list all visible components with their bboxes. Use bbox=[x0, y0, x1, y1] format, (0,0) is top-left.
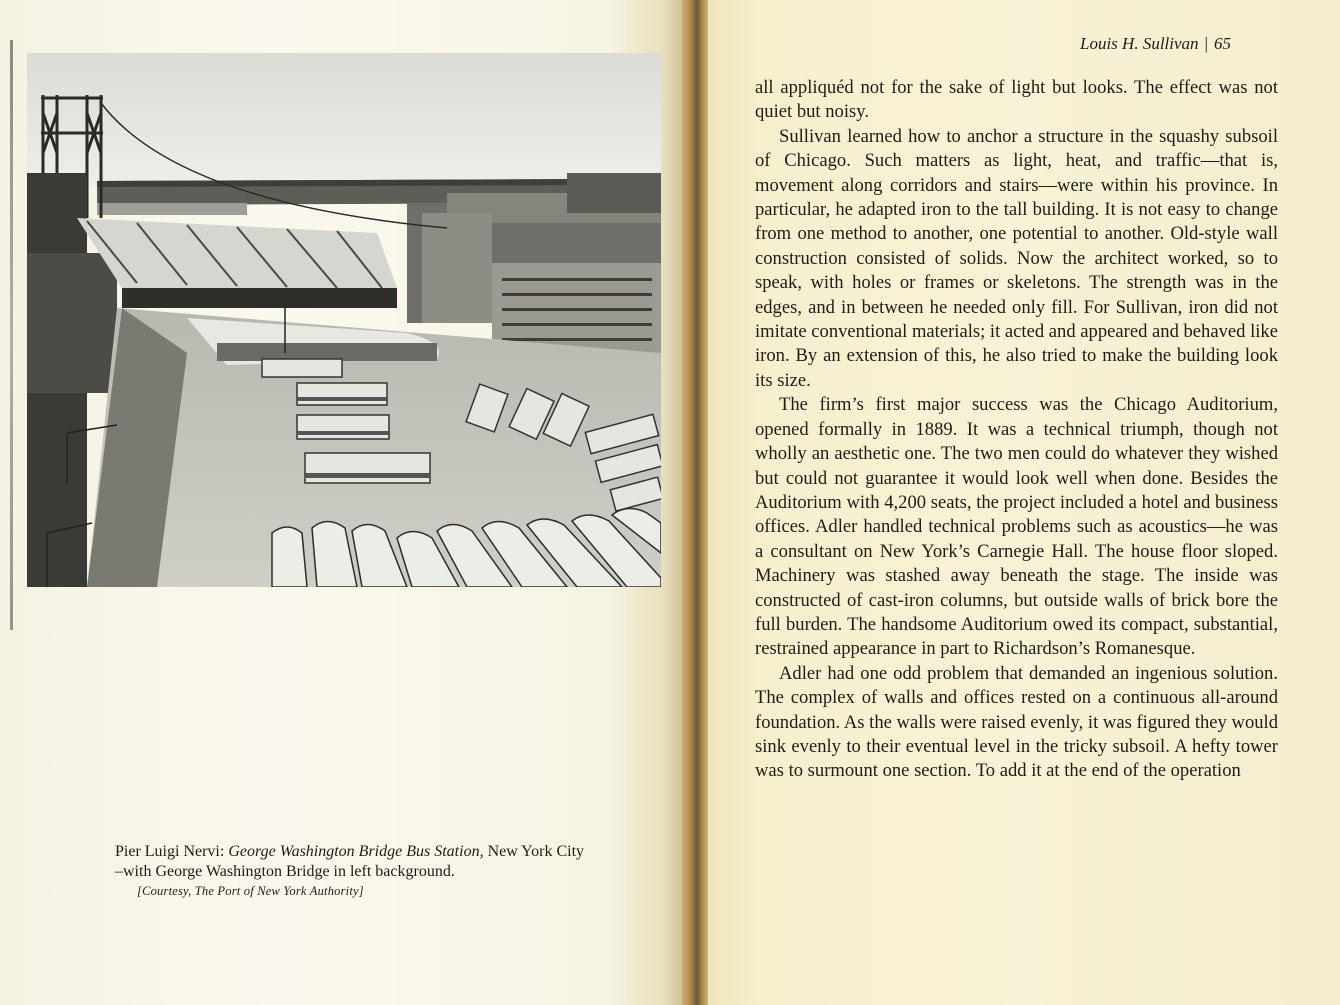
running-head bbox=[1080, 34, 1231, 54]
page-edge-shadow bbox=[10, 40, 13, 630]
paragraph-2: Sullivan learned how to anchor a structure in the squashy subsoil of Chicago. Such matters as light, heat, and traffic—that is, movement along corridors and stairs—were within his province. In particular, he adapted iron to the tall building. It is not easy to change from one method to another, one potential to another. Old-style wall construction consisted of solids. Now the architect worked, so to speak, with holes or frames or skeletons. The strength was in the edges, and in between he needed only fill. For Sullivan, iron did not imitate conventional materials; it acted and appeared and behaved like iron. By an extension of this, he also tried to make the building look its size. bbox=[755, 125, 1278, 391]
photo-caption bbox=[115, 842, 675, 900]
body-text bbox=[755, 76, 1278, 784]
caption-title: George Washington Bridge Bus Station, bbox=[228, 843, 484, 860]
paragraph-3: The firm’s first major success was the Chicago Auditorium, opened formally in 1889. It was a technical triumph, though not wholly an aesthetic one. The two men could do whatever they wished but could not guarantee it would look well when done. Besides the Auditorium with 4,200 seats, the project included a hotel and business offices. Adler handled technical problems such as acoustics—he was a consultant on New York’s Carnegie Hall. The house floor sloped. Machinery was stashed away beneath the stage. The inside was constructed of cast-iron columns, but outside walls of brick bore the full burden. The handsome Auditorium owed its compact, substantial, restrained appearance in part to Richardson’s Romanesque. bbox=[755, 394, 1278, 660]
running-head-title: Louis H. Sullivan bbox=[1080, 34, 1199, 53]
page-number: 65 bbox=[1213, 34, 1231, 53]
caption-line-2: –with George Washington Bridge in left background. bbox=[115, 863, 455, 880]
caption-place: New York City bbox=[487, 843, 585, 860]
caption-author: Pier Luigi Nervi: bbox=[115, 843, 225, 860]
running-head-separator: | bbox=[1204, 34, 1208, 53]
caption-line-1 bbox=[115, 842, 675, 862]
paragraph-1: all appliquéd not for the sake of light but looks. The effect was not quiet but noisy. bbox=[755, 77, 1278, 123]
photo-credit: [Courtesy, The Port of New York Authority] bbox=[137, 884, 364, 898]
bus-station-photo bbox=[27, 53, 661, 587]
paragraph-4: Adler had one odd problem that demanded an ingenious solution. The complex of walls and offices rested on a continuous all-around foundation. As the walls were raised evenly, it was figured they would sink evenly to their eventual level in the tricky subsoil. A hefty tower was to surmount one section. To add it at the end of the operation bbox=[755, 662, 1278, 782]
